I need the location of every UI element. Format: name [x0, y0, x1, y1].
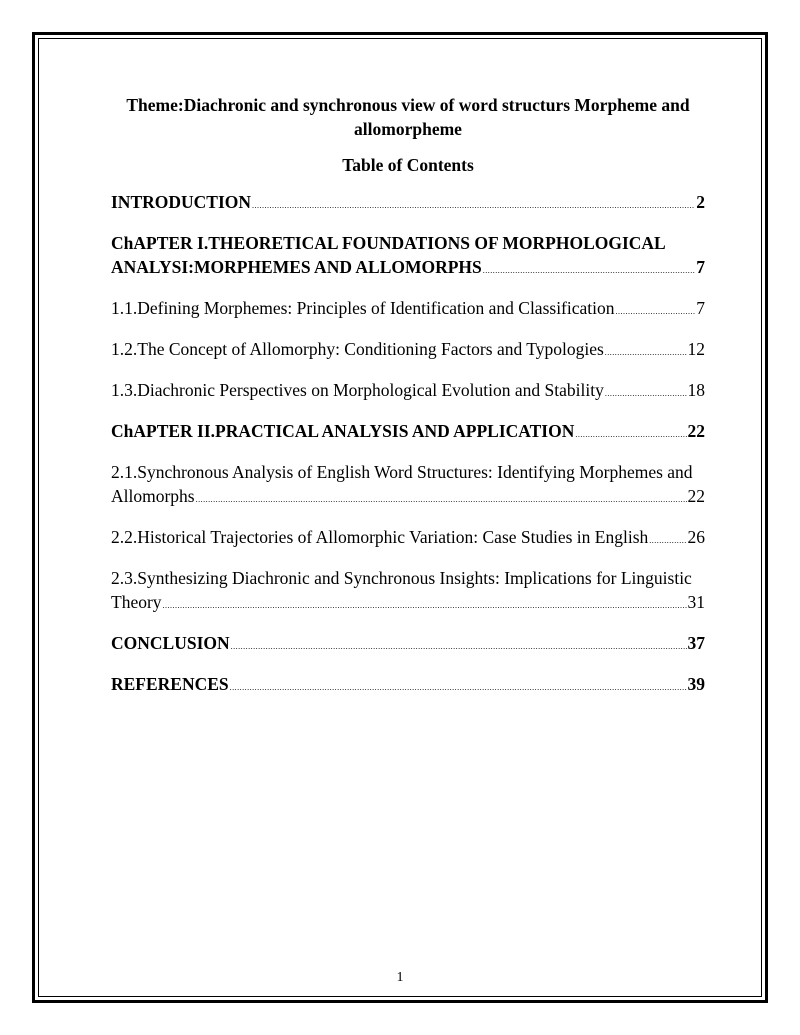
toc-entry-page: 7	[696, 257, 705, 277]
toc-entry-page: 22	[687, 421, 705, 441]
toc-entry-page: 31	[687, 592, 705, 612]
toc-entry-label: REFERENCES	[111, 674, 229, 694]
toc-entry-page: 7	[696, 298, 705, 318]
toc-entry-page: 2	[696, 192, 705, 212]
toc-entry-label: ChAPTER II.PRACTICAL ANALYSIS AND APPLICATION	[111, 421, 575, 441]
toc-dot-leader	[605, 341, 687, 365]
toc-entry-1-3[interactable]	[111, 378, 705, 406]
toc-dot-leader	[252, 194, 695, 218]
toc-entry-page: 12	[687, 339, 705, 359]
toc-dot-leader	[575, 423, 686, 447]
toc-entry-label: 1.2.The Concept of Allomorphy: Conditioning Factors and Typologies	[111, 339, 604, 359]
toc-entry-page: 39	[687, 674, 705, 694]
toc-list	[111, 190, 705, 700]
toc-dot-leader	[649, 529, 686, 553]
toc-title: Table of Contents	[342, 155, 474, 175]
toc-dot-leader	[605, 382, 687, 406]
toc-entry-2-3[interactable]	[111, 566, 705, 618]
page-number: 1	[396, 970, 404, 985]
toc-dot-leader	[230, 676, 687, 700]
toc-entry-first-line: ChAPTER I.THEORETICAL FOUNDATIONS OF MORPHOLOGICAL	[111, 233, 666, 253]
toc-entry-1-2[interactable]	[111, 337, 705, 365]
toc-entry-1-1[interactable]	[111, 296, 705, 324]
toc-dot-leader	[616, 300, 696, 324]
document-body	[111, 93, 705, 713]
toc-entry-first-line: 2.3.Synthesizing Diachronic and Synchronous Insights: Implications for Linguistic	[111, 568, 692, 588]
toc-entry-label: INTRODUCTION	[111, 192, 252, 212]
toc-entry-chapter-1[interactable]	[111, 231, 705, 283]
toc-entry-page: 26	[687, 527, 705, 547]
toc-entry-label: 1.1.Defining Morphemes: Principles of Identification and Classification	[111, 298, 615, 318]
toc-entry-2-2[interactable]	[111, 525, 705, 553]
toc-entry-introduction[interactable]	[111, 190, 705, 218]
toc-entry-first-line: 2.1.Synchronous Analysis of English Word Structures: Identifying Morphemes and	[111, 462, 693, 482]
toc-entry-page: 22	[687, 486, 705, 506]
toc-dot-leader	[196, 488, 687, 512]
toc-entry-label: CONCLUSION	[111, 633, 230, 653]
toc-entry-label: ANALYSI:MORPHEMES AND ALLOMORPHS	[111, 257, 482, 277]
toc-entry-label: Allomorphs	[111, 486, 195, 506]
toc-entry-conclusion[interactable]	[111, 631, 705, 659]
toc-dot-leader	[483, 259, 695, 283]
toc-entry-label: Theory	[111, 592, 162, 612]
toc-entry-page: 18	[687, 380, 705, 400]
toc-entry-chapter-2[interactable]	[111, 419, 705, 447]
toc-dot-leader	[231, 635, 687, 659]
toc-entry-references[interactable]	[111, 672, 705, 700]
toc-entry-label: 1.3.Diachronic Perspectives on Morphological Evolution and Stability	[111, 380, 604, 400]
toc-entry-2-1[interactable]	[111, 460, 705, 512]
toc-entry-page: 37	[687, 633, 705, 653]
toc-entry-label: 2.2.Historical Trajectories of Allomorphic Variation: Case Studies in English	[111, 527, 649, 547]
toc-dot-leader	[163, 594, 687, 618]
document-theme: Theme:Diachronic and synchronous view of word structurs Morpheme and allomorpheme	[126, 95, 690, 139]
